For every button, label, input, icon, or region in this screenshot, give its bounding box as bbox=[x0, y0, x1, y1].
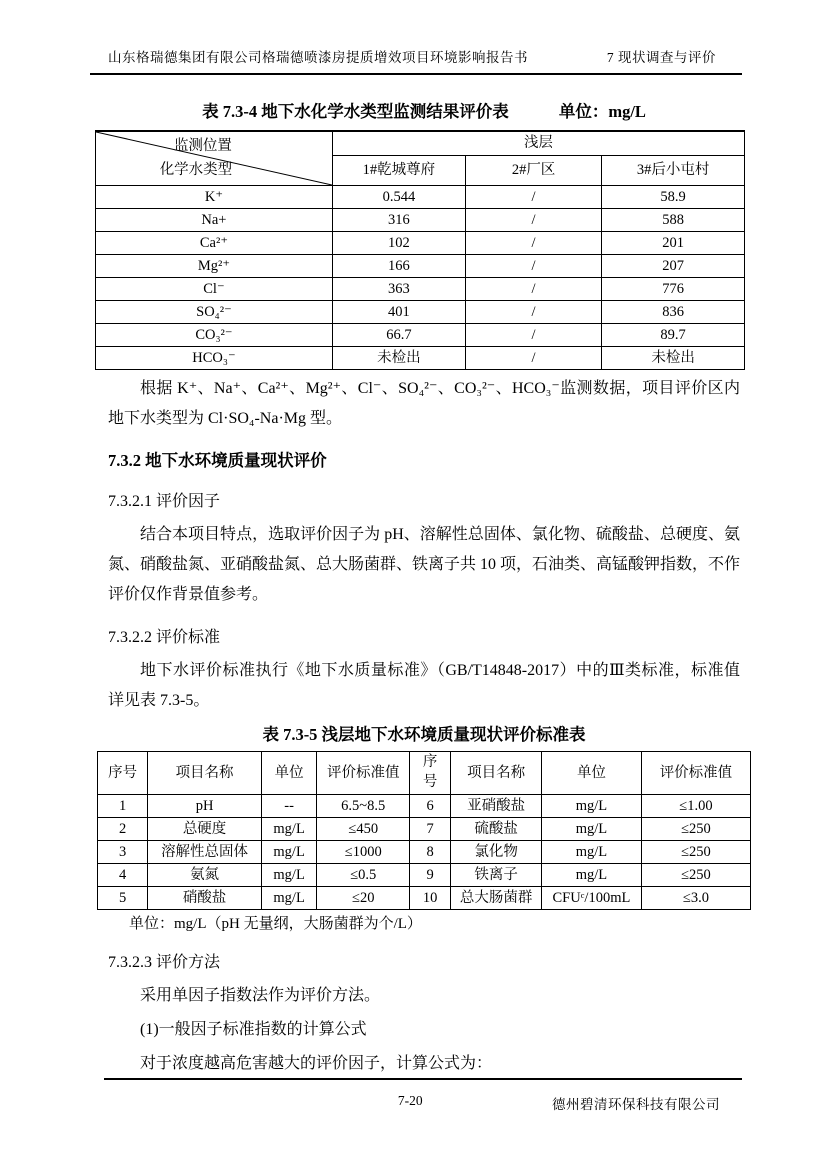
page-number: 7-20 bbox=[397, 1093, 423, 1108]
no-cell: 4 bbox=[98, 864, 148, 887]
param-cell: SO₄²⁻ bbox=[96, 301, 333, 324]
paragraph-formula-desc: 对于浓度越高危害越大的评价因子，计算公式为： bbox=[140, 1055, 493, 1072]
col-header-unit: 单位 bbox=[541, 752, 641, 795]
value-cell: / bbox=[465, 278, 601, 301]
value-cell: / bbox=[465, 347, 601, 370]
table-7-3-5-title: 表 7.3-5 浅层地下水环境质量现状评价标准表 bbox=[262, 725, 586, 744]
table-7-3-4-unit-label: 单位：mg/L bbox=[558, 102, 646, 121]
param-cell: Ca²⁺ bbox=[96, 232, 333, 255]
col-header-item: 项目名称 bbox=[148, 752, 262, 795]
paragraph-groundwater-type: 根据 K⁺、Na⁺、Ca²⁺、Mg²⁺、Cl⁻、SO₄²⁻、CO₃²⁻、HCO₃⁻监测数据，项目评价区内地下水类型为 Cl·SO₄-Na·Mg 型。 bbox=[108, 380, 740, 427]
col-header-no: 序号 bbox=[410, 752, 451, 795]
param-cell: Mg²⁺ bbox=[96, 255, 333, 278]
unit-cell: -- bbox=[261, 795, 317, 818]
standards-header-row bbox=[98, 752, 751, 795]
standard-cell: ≤450 bbox=[317, 818, 410, 841]
standard-cell: 6.5~8.5 bbox=[317, 795, 410, 818]
table-row bbox=[98, 818, 751, 841]
unit-cell: mg/L bbox=[261, 887, 317, 910]
param-cell: HCO₃⁻ bbox=[96, 347, 333, 370]
standard-cell: ≤20 bbox=[317, 887, 410, 910]
standards-table bbox=[97, 751, 751, 910]
unit-cell: mg/L bbox=[541, 864, 641, 887]
table-row bbox=[96, 186, 745, 209]
col-header-standard: 评价标准值 bbox=[317, 752, 410, 795]
standard-cell: ≤0.5 bbox=[317, 864, 410, 887]
no-cell: 8 bbox=[410, 841, 451, 864]
paragraph-evaluation-standard: 地下水评价标准执行《地下水质量标准》（GB/T14848-2017）中的Ⅲ类标准，标准值详见表 7.3-5。 bbox=[108, 662, 740, 709]
col-header-no: 序号 bbox=[98, 752, 148, 795]
unit-cell: mg/L bbox=[541, 841, 641, 864]
section-heading-7-3-2: 7.3.2 地下水环境质量现状评价 bbox=[108, 451, 327, 470]
no-cell: 9 bbox=[410, 864, 451, 887]
unit-cell: CFUᶜ/100mL bbox=[541, 887, 641, 910]
no-cell: 10 bbox=[410, 887, 451, 910]
value-cell: 166 bbox=[332, 255, 465, 278]
table-row bbox=[96, 232, 745, 255]
col-header-standard: 评价标准值 bbox=[641, 752, 750, 795]
paragraph-evaluation-factors: 结合本项目特点，选取评价因子为 pH、溶解性总固体、氯化物、硫酸盐、总硬度、氨氮、硝酸盐氮、亚硝酸盐氮、总大肠菌群、铁离子共 10 项，石油类、高锰酸钾指数，不作评价仅作背景值参考。 bbox=[108, 526, 741, 603]
table-row bbox=[96, 347, 745, 370]
value-cell: 未检出 bbox=[332, 347, 465, 370]
value-cell: / bbox=[465, 209, 601, 232]
table-row bbox=[96, 278, 745, 301]
paragraph-formula-heading: (1)一般因子标准指数的计算公式 bbox=[140, 1021, 367, 1038]
table-row bbox=[96, 324, 745, 347]
no-cell: 5 bbox=[98, 887, 148, 910]
item-cell: 铁离子 bbox=[451, 864, 542, 887]
corner-label-monitoring-position: 监测位置 bbox=[173, 138, 232, 154]
value-cell: 207 bbox=[602, 255, 745, 278]
no-cell: 7 bbox=[410, 818, 451, 841]
param-cell: Cl⁻ bbox=[96, 278, 333, 301]
item-cell: 溶解性总固体 bbox=[148, 841, 262, 864]
table-row bbox=[96, 209, 745, 232]
item-cell: 总大肠菌群 bbox=[451, 887, 542, 910]
unit-cell: mg/L bbox=[261, 864, 317, 887]
column-header-site1: 1#乾城尊府 bbox=[332, 156, 465, 186]
value-cell: / bbox=[465, 301, 601, 324]
subsection-heading-7-3-2-1: 7.3.2.1 评价因子 bbox=[108, 493, 221, 510]
corner-label-chemical-water-type: 化学水类型 bbox=[159, 162, 233, 178]
table-row bbox=[96, 255, 745, 278]
value-cell: 0.544 bbox=[332, 186, 465, 209]
no-cell: 6 bbox=[410, 795, 451, 818]
no-cell: 3 bbox=[98, 841, 148, 864]
item-cell: 氨氮 bbox=[148, 864, 262, 887]
unit-cell: mg/L bbox=[541, 795, 641, 818]
item-cell: 氯化物 bbox=[451, 841, 542, 864]
table-row bbox=[98, 795, 751, 818]
value-cell: 201 bbox=[602, 232, 745, 255]
value-cell: 未检出 bbox=[602, 347, 745, 370]
table-row bbox=[96, 301, 745, 324]
value-cell: 836 bbox=[602, 301, 745, 324]
standard-cell: ≤1000 bbox=[317, 841, 410, 864]
no-cell: 2 bbox=[98, 818, 148, 841]
unit-cell: mg/L bbox=[261, 841, 317, 864]
standard-cell: ≤3.0 bbox=[641, 887, 750, 910]
param-cell: CO₃²⁻ bbox=[96, 324, 333, 347]
column-header-site3: 3#后小屯村 bbox=[602, 156, 745, 186]
param-cell: K⁺ bbox=[96, 186, 333, 209]
value-cell: 66.7 bbox=[332, 324, 465, 347]
value-cell: / bbox=[465, 255, 601, 278]
groundwater-chemical-type-table bbox=[95, 130, 745, 370]
diagonal-header-cell bbox=[96, 131, 333, 186]
value-cell: / bbox=[465, 232, 601, 255]
item-cell: 硝酸盐 bbox=[148, 887, 262, 910]
standard-cell: ≤250 bbox=[641, 864, 750, 887]
footer-company: 德州碧清环保科技有限公司 bbox=[552, 1097, 720, 1112]
table-7-3-5-note: 单位：mg/L（pH 无量纲，大肠菌群为个/L） bbox=[129, 916, 422, 932]
value-cell: 401 bbox=[332, 301, 465, 324]
unit-cell: mg/L bbox=[261, 818, 317, 841]
table-row bbox=[98, 864, 751, 887]
page-header bbox=[90, 46, 742, 75]
value-cell: 316 bbox=[332, 209, 465, 232]
value-cell: / bbox=[465, 186, 601, 209]
value-cell: 89.7 bbox=[602, 324, 745, 347]
param-cell: Na+ bbox=[96, 209, 333, 232]
value-cell: 588 bbox=[602, 209, 745, 232]
value-cell: 776 bbox=[602, 278, 745, 301]
page-footer bbox=[104, 1078, 742, 1126]
col-header-unit: 单位 bbox=[261, 752, 317, 795]
table-row bbox=[98, 841, 751, 864]
item-cell: 总硬度 bbox=[148, 818, 262, 841]
standard-cell: ≤250 bbox=[641, 841, 750, 864]
paragraph-method: 采用单因子指数法作为评价方法。 bbox=[140, 987, 381, 1004]
unit-cell: mg/L bbox=[541, 818, 641, 841]
value-cell: 363 bbox=[332, 278, 465, 301]
table-row bbox=[98, 887, 751, 910]
table-7-3-4-caption bbox=[108, 101, 740, 123]
group-header-shallow-layer: 浅层 bbox=[332, 131, 744, 156]
table-7-3-5-caption bbox=[108, 724, 740, 746]
standard-cell: ≤1.00 bbox=[641, 795, 750, 818]
subsection-heading-7-3-2-3: 7.3.2.3 评价方法 bbox=[108, 954, 221, 971]
header-report-title: 山东格瑞德集团有限公司格瑞德喷漆房提质增效项目环境影响报告书 bbox=[108, 50, 528, 65]
column-header-site2: 2#厂区 bbox=[465, 156, 601, 186]
standard-cell: ≤250 bbox=[641, 818, 750, 841]
table-header-row bbox=[96, 131, 745, 156]
no-cell: 1 bbox=[98, 795, 148, 818]
item-cell: 硫酸盐 bbox=[451, 818, 542, 841]
header-chapter-title: 7 现状调查与评价 bbox=[606, 50, 716, 65]
table-7-3-4-title: 表 7.3-4 地下水化学水类型监测结果评价表 bbox=[202, 102, 509, 121]
value-cell: 58.9 bbox=[602, 186, 745, 209]
value-cell: / bbox=[465, 324, 601, 347]
value-cell: 102 bbox=[332, 232, 465, 255]
item-cell: 亚硝酸盐 bbox=[451, 795, 542, 818]
subsection-heading-7-3-2-2: 7.3.2.2 评价标准 bbox=[108, 629, 221, 646]
item-cell: pH bbox=[148, 795, 262, 818]
col-header-item: 项目名称 bbox=[451, 752, 542, 795]
